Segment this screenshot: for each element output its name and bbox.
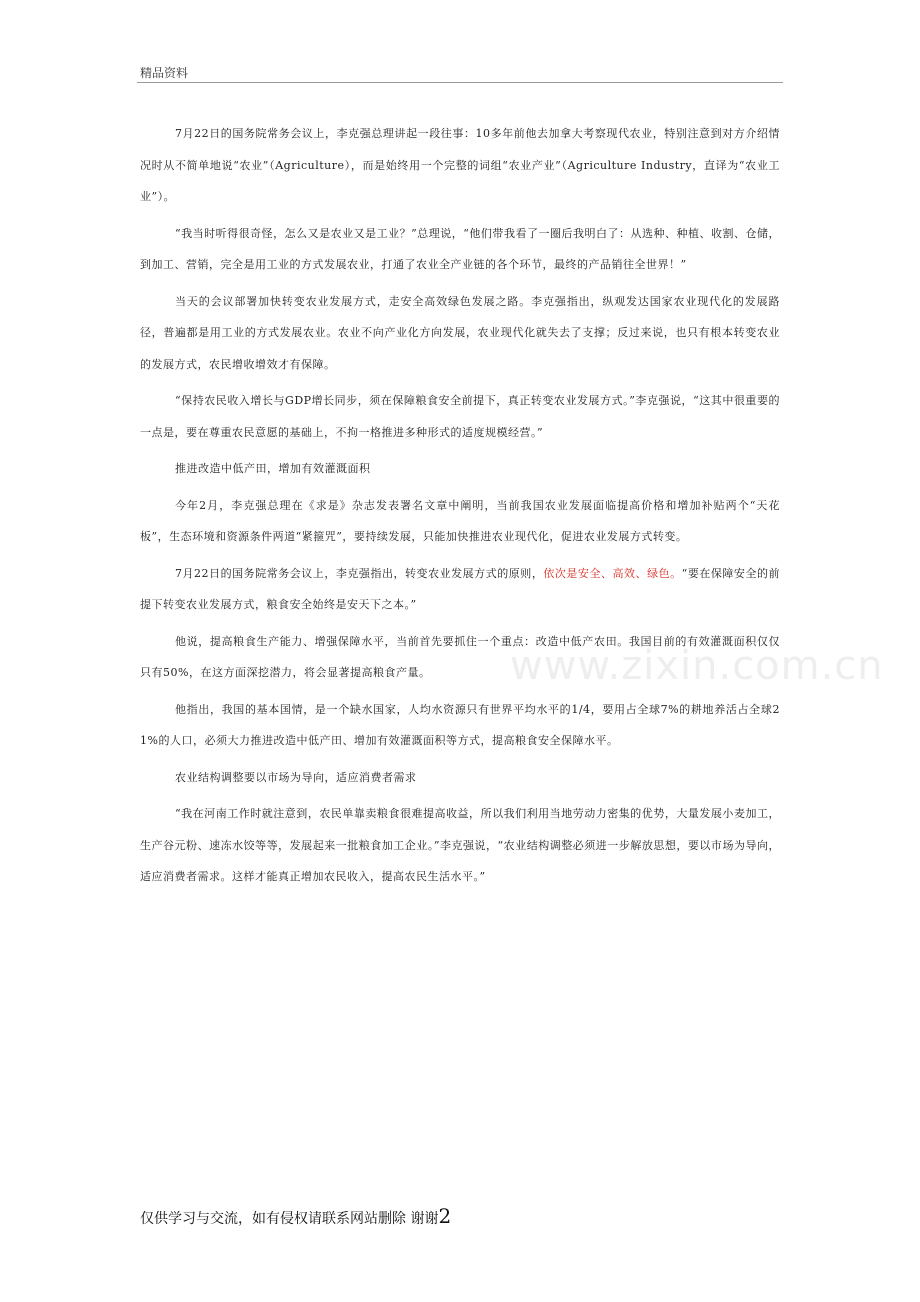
paragraph-9: “我在河南工作时就注意到，农民单靠卖粮食很难提高收益，所以我们利用当地劳动力密集的优势，大量发展小麦加工，生产谷元粉、速冻水饺等等，发展起来一批粮食加工企业。”李克强说，“农业结构调整必须进一步解放思想，要以市场为导向，适应消费者需求。这样才能真正增加农民收入，提高农民生活水平。”: [140, 807, 780, 883]
page-header-label: 精品资料: [140, 66, 189, 80]
paragraph-5: 今年2月，李克强总理在《求是》杂志发表署名文章中阐明，当前我国农业发展面临提高价格和增加补贴两个“天花板”，生态环境和资源条件两道“紧箍咒”，要持续发展，只能加快推进农业现代化，促进农业发展方式转变。: [140, 498, 780, 543]
header-divider: [137, 82, 783, 83]
paragraph-3: 当天的会议部署加快转变农业发展方式，走安全高效绿色发展之路。李克强指出，纵观发达国家农业现代化的发展路径，普遍都是用工业的方式发展农业。农业不向产业化方向发展，农业现代化就失去了支撑；反过来说，也只有根本转变农业的发展方式，农民增收增效才有保障。: [140, 294, 780, 371]
paragraph-6: [140, 558, 780, 621]
paragraph-1: 7月22日的国务院常务会议上，李克强总理讲起一段往事：10多年前他去加拿大考察现代农业，特别注意到对方介绍情况时从不简单地说“农业”（Agriculture），而是始终用一个完整的词组“农业产业”（Agriculture Industry，直译为“农业工业”）。: [140, 127, 780, 203]
watermark: www.zixin.com.cn: [510, 643, 884, 689]
page-number: 2: [438, 1204, 452, 1228]
paragraph-4: “保持农民收入增长与GDP增长同步，须在保障粮食安全前提下，真正转变农业发展方式。”李克强说，“这其中很重要的一点是，要在尊重农民意愿的基础上，不拘一格推进多种形式的适度规模经营。”: [140, 394, 780, 439]
highlighted-principles: 依次是安全、高效、绿色。: [543, 566, 682, 580]
paragraph-6-before: 7月22日的国务院常务会议上，李克强指出，转变农业发展方式的原则，: [175, 566, 544, 580]
footer-disclaimer: 仅供学习与交流，如有侵权请联系网站删除 谢谢: [140, 1211, 439, 1227]
paragraph-7: 他说，提高粮食生产能力、增强保障水平，当前首先要抓住一个重点：改造中低产农田。我国目前的有效灌溉面积仅仅只有50%，在这方面深挖潜力，将会显著提高粮食产量。: [140, 634, 780, 679]
paragraph-8: 他指出，我国的基本国情，是一个缺水国家，人均水资源只有世界平均水平的1/4，要用占全球7%的耕地养活占全球21%的人口，必须大力推进改造中低产田、增加有效灌溉面积等方式，提高粮食安全保障水平。: [140, 702, 780, 747]
paragraph-6-after: “要在保障安全的前提下转变农业发展方式，粮食安全始终是安天下之本。”: [140, 566, 781, 611]
page-footer: [140, 1204, 451, 1228]
section-heading-1: 推进改造中低产田，增加有效灌溉面积: [175, 462, 371, 475]
document-body: [140, 118, 780, 898]
paragraph-2: “我当时听得很奇怪，怎么又是农业又是工业？”总理说，“他们带我看了一圈后我明白了：从选种、种植、收割、仓储，到加工、营销，完全是用工业的方式发展农业，打通了农业全产业链的各个环节，最终的产品销往全世界！”: [140, 226, 780, 271]
section-heading-2: 农业结构调整要以市场为导向，适应消费者需求: [175, 770, 417, 784]
